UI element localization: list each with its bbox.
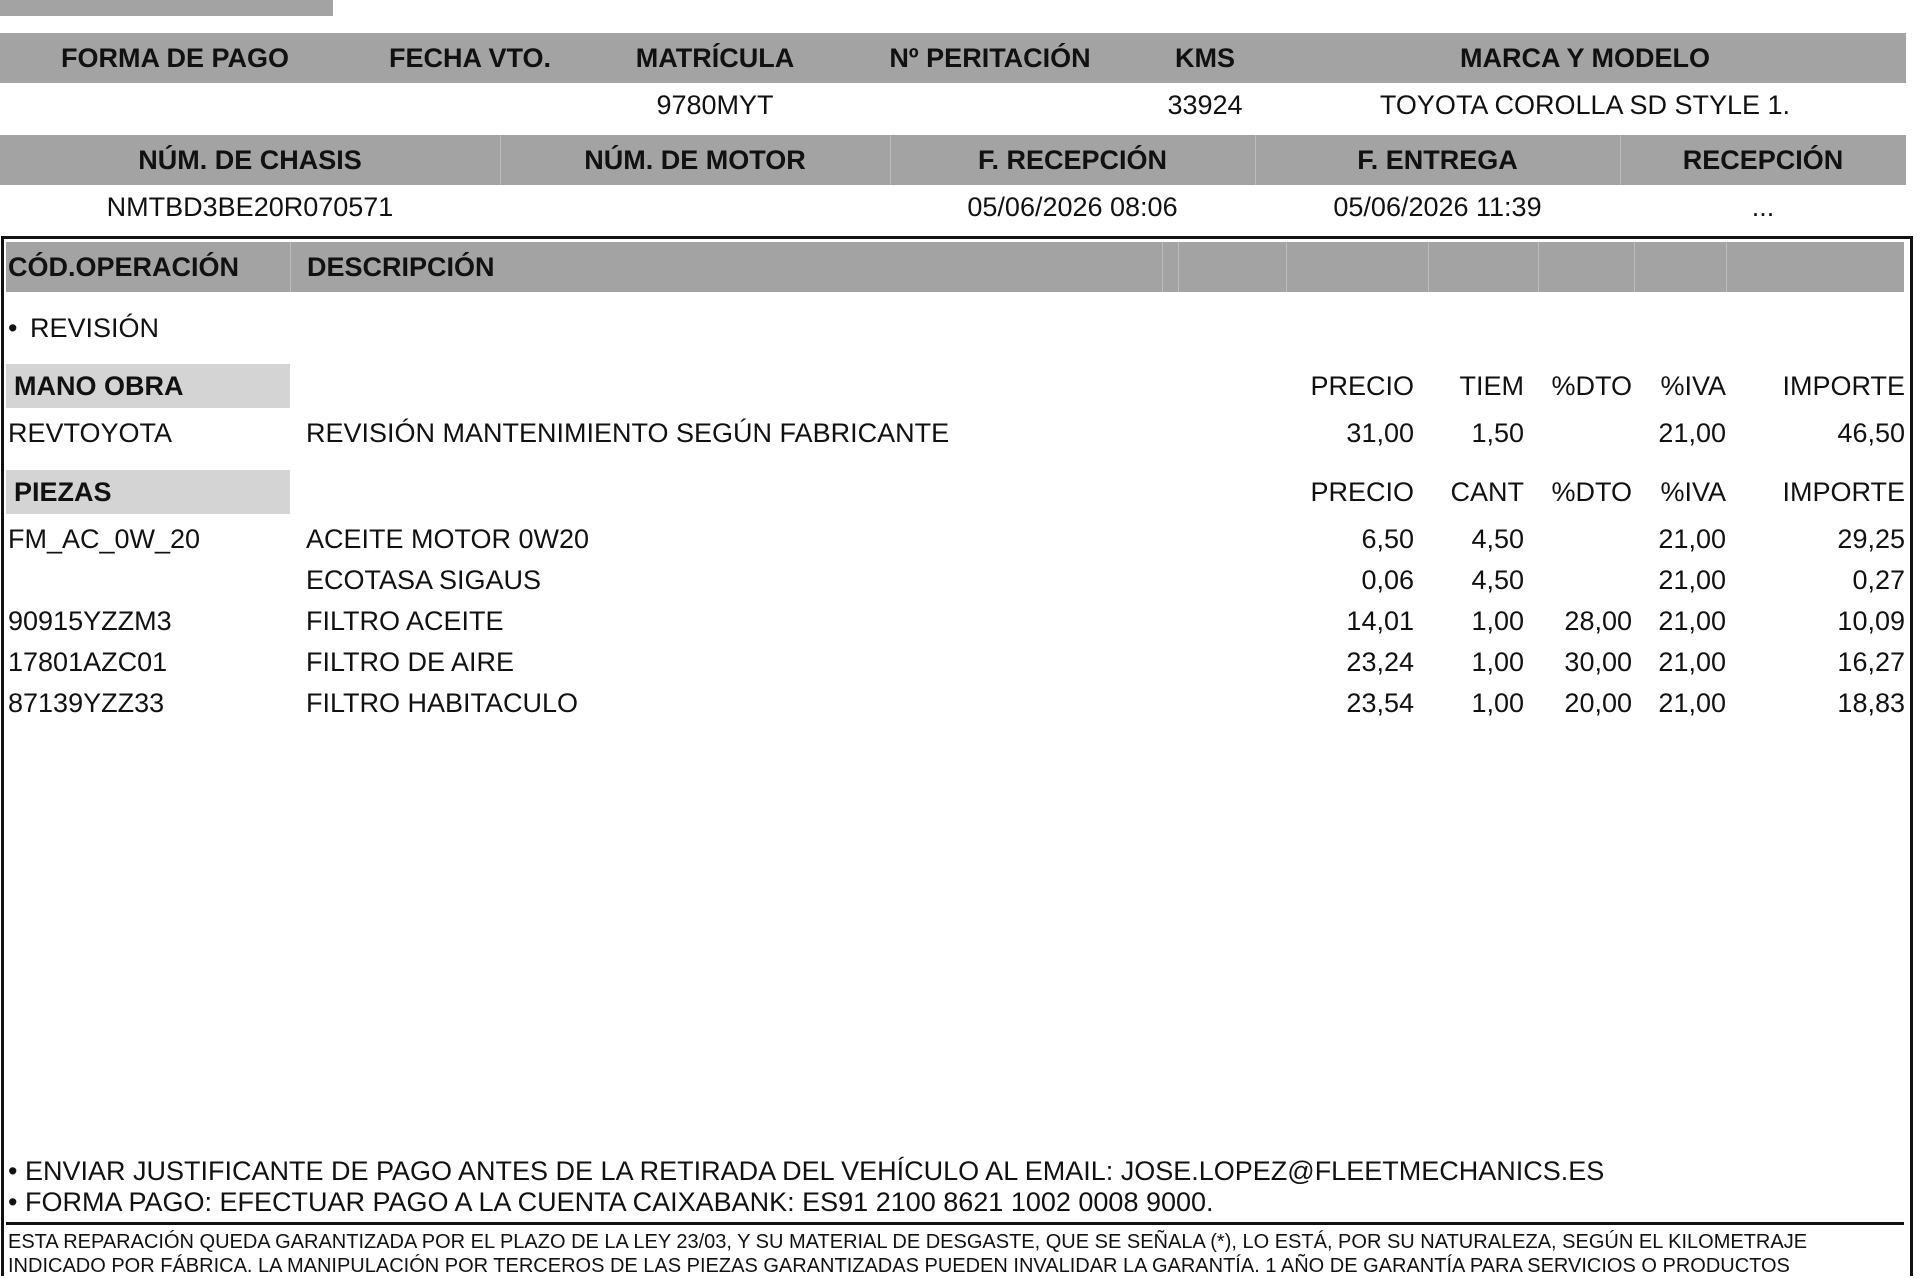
row-code: 87139YZZ33 [8,688,165,718]
warranty-text-line: ESTA REPARACIÓN QUEDA GARANTIZADA POR EL PLAZO DE LA LEY 23/03, Y SU MATERIAL DE DESGASTE, QUE SE SEÑALA (*), LO ESTÁ, POR SU NATURALEZA, SEGÚN EL KILOMETRAJE [8,1231,1808,1253]
row-importe: 0,27 [1852,565,1905,595]
recepcion-label: RECEPCIÓN [1682,145,1844,175]
row-code: 90915YZZM3 [8,606,172,636]
operations-header-band [6,242,1904,292]
forma-pago-label: FORMA DE PAGO [61,43,289,73]
piezas-section [6,470,290,514]
row-description: ECOTASA SIGAUS [306,565,542,595]
row-importe: 46,50 [1837,418,1905,448]
column-divider [1538,242,1539,292]
row-iva: 21,00 [1658,688,1726,718]
row-importe: 16,27 [1837,647,1905,677]
row-code: REVTOYOTA [8,418,173,448]
descripcion-label: DESCRIPCIÓN [307,252,495,282]
row-precio: 23,54 [1346,688,1414,718]
column-divider [1286,242,1287,292]
kms-value: 33924 [1167,90,1243,120]
row-importe: 29,25 [1837,524,1905,554]
reception-header-band [0,135,1906,185]
row-iva: 21,00 [1658,418,1726,448]
row-description: FILTRO HABITACULO [306,688,579,718]
note-line: • FORMA PAGO: EFECTUAR PAGO A LA CUENTA CAIXABANK: ES91 2100 8621 1002 0008 9000. [8,1187,1214,1217]
col-precio-label: PRECIO [1310,477,1414,507]
piezas-label: PIEZAS [14,477,112,507]
f-entrega-label: F. ENTREGA [1357,145,1518,175]
row-importe: 10,09 [1837,606,1905,636]
motor-value [500,187,890,227]
column-divider [1428,242,1429,292]
motor-label: NÚM. DE MOTOR [584,145,806,175]
mano-obra-section [6,364,290,408]
row-iva: 21,00 [1658,565,1726,595]
marca-modelo-value: TOYOTA COROLLA SD STYLE 1. [1379,90,1791,120]
col-importe-label: IMPORTE [1782,477,1905,507]
row-dto: 28,00 [1564,606,1632,636]
row-iva: 21,00 [1658,524,1726,554]
col-precio-label: PRECIO [1310,371,1414,401]
col-tiem-label: TIEM [1459,371,1524,401]
row-cant: 1,00 [1471,688,1524,718]
f-recepcion-value: 05/06/2026 08:06 [967,192,1178,222]
peritacion-value [870,85,1110,125]
col-iva-label: %IVA [1660,477,1726,507]
col-importe-label: IMPORTE [1782,371,1905,401]
row-description: FILTRO ACEITE [306,606,504,636]
col-cant-label: CANT [1450,477,1524,507]
row-cant: 1,00 [1471,647,1524,677]
kms-label: KMS [1175,43,1235,73]
row-iva: 21,00 [1658,647,1726,677]
row-dto [1530,521,1632,557]
chasis-label: NÚM. DE CHASIS [138,145,362,175]
col-dto-label: %DTO [1551,371,1632,401]
top-tab-strip [0,0,333,16]
row-description: ACEITE MOTOR 0W20 [306,524,590,554]
vehicle-header-band [0,33,1906,83]
row-importe: 18,83 [1837,688,1905,718]
row-cant: 4,50 [1471,524,1524,554]
row-iva: 21,00 [1658,606,1726,636]
row-precio: 23,24 [1346,647,1414,677]
matricula-value: 9780MYT [656,90,774,120]
matricula-label: MATRÍCULA [635,43,795,73]
row-dto: 30,00 [1564,647,1632,677]
col-dto-label: %DTO [1551,477,1632,507]
col-iva-label: %IVA [1660,371,1726,401]
column-divider [1726,242,1727,292]
operation-title: REVISIÓN [30,313,160,343]
row-precio: 0,06 [1361,565,1414,595]
row-precio: 6,50 [1361,524,1414,554]
marca-modelo-label: MARCA Y MODELO [1459,43,1710,73]
chasis-value: NMTBD3BE20R070571 [106,192,394,222]
row-tiem: 1,50 [1471,418,1524,448]
f-entrega-value: 05/06/2026 11:39 [1333,192,1542,222]
f-recepcion-label: F. RECEPCIÓN [977,145,1168,175]
row-description: FILTRO DE AIRE [306,647,515,677]
codigo-operacion-label: CÓD.OPERACIÓN [8,252,240,282]
row-precio: 14,01 [1346,606,1414,636]
row-dto [1530,562,1632,598]
row-cant: 1,00 [1471,606,1524,636]
row-dto [1530,415,1632,451]
column-divider [290,242,291,292]
column-divider [1162,242,1163,292]
mano-obra-label: MANO OBRA [14,371,184,401]
row-description: REVISIÓN MANTENIMIENTO SEGÚN FABRICANTE [306,418,950,448]
row-precio: 31,00 [1346,418,1414,448]
fecha-vto-value [365,85,575,125]
footer-divider [6,1222,1904,1225]
recepcion-value: ... [1751,192,1775,222]
column-divider [1178,242,1179,292]
row-cant: 4,50 [1471,565,1524,595]
note-line: • ENVIAR JUSTIFICANTE DE PAGO ANTES DE LA RETIRADA DEL VEHÍCULO AL EMAIL: JOSE.LOPEZ@FLEETMECHANICS.ES [8,1156,1605,1186]
peritacion-label: Nº PERITACIÓN [889,43,1091,73]
operation-bullet: • [8,313,18,343]
row-code: FM_AC_0W_20 [8,524,201,554]
fecha-vto-label: FECHA VTO. [388,43,551,73]
row-code: 17801AZC01 [8,647,168,677]
row-dto: 20,00 [1564,688,1632,718]
warranty-text-line: INDICADO POR FÁBRICA. LA MANIPULACIÓN POR TERCEROS DE LAS PIEZAS GARANTIZADAS PUEDEN INVALIDAR LA GARANTÍA. 1 AÑO DE GARANTÍA PARA SERVICIOS O PRODUCTOS [8,1255,1790,1277]
forma-pago-value [30,85,320,125]
column-divider [1634,242,1635,292]
